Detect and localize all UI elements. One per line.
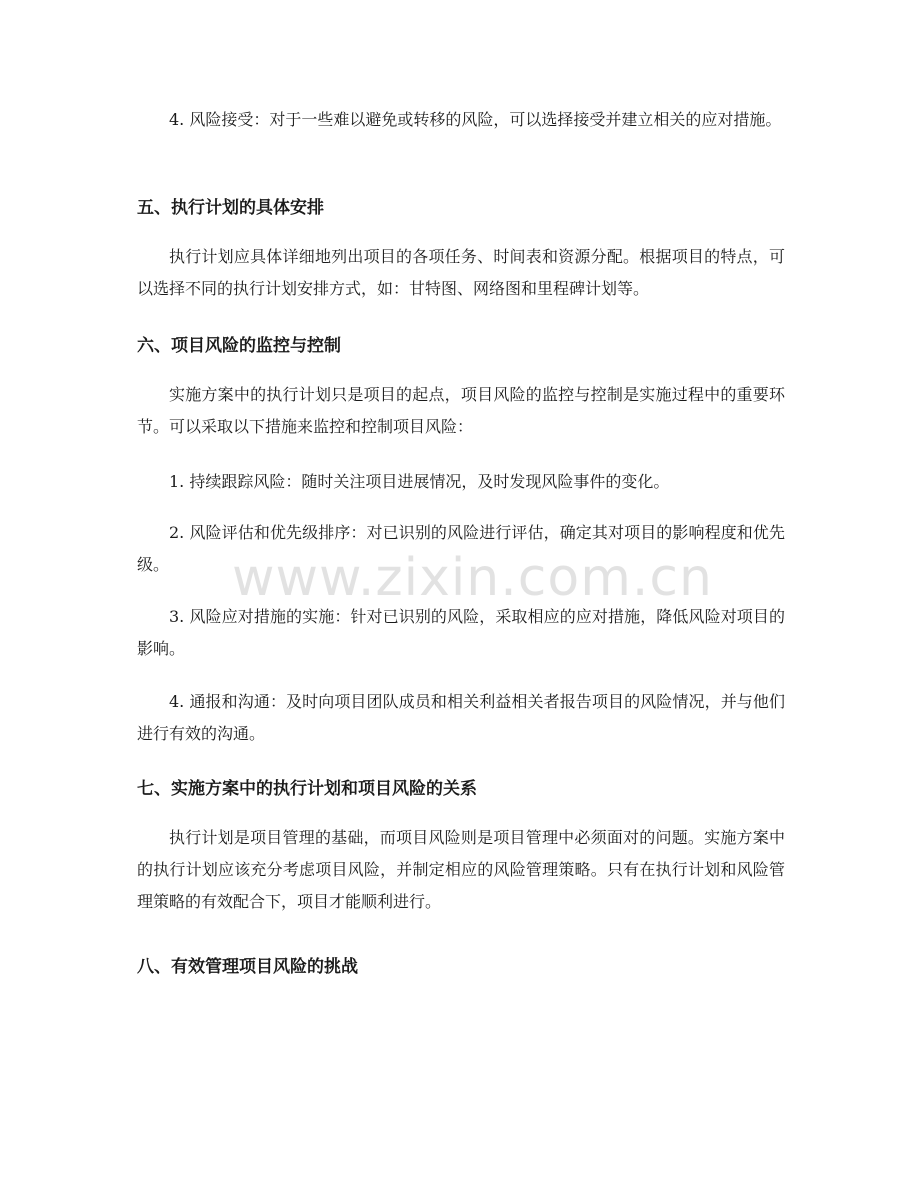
list-item-communication: 4. 通报和沟通：及时向项目团队成员和相关利益相关者报告项目的风险情况，并与他们进行有效的沟通。	[137, 692, 785, 743]
section-heading-6: 六、项目风险的监控与控制	[137, 336, 341, 356]
section-heading-7: 七、实施方案中的执行计划和项目风险的关系	[137, 779, 477, 799]
list-item-risk-assessment: 2. 风险评估和优先级排序：对已识别的风险进行评估，确定其对项目的影响程度和优先级。	[137, 523, 785, 574]
section-heading-8: 八、有效管理项目风险的挑战	[137, 957, 358, 977]
watermark: www.zixin.com.cn	[232, 548, 713, 608]
list-item-response-measures: 3. 风险应对措施的实施：针对已识别的风险，采取相应的应对措施，降低风险对项目的影响。	[137, 607, 785, 658]
list-item-risk-acceptance: 4. 风险接受：对于一些难以避免或转移的风险，可以选择接受并建立相关的应对措施。	[169, 110, 782, 129]
list-item-continuous-tracking: 1. 持续跟踪风险：随时关注项目进展情况，及时发现风险事件的变化。	[169, 472, 670, 491]
section-7-paragraph: 执行计划是项目管理的基础，而项目风险则是项目管理中必须面对的问题。实施方案中的执行计划应该充分考虑项目风险，并制定相应的风险管理策略。只有在执行计划和风险管理策略的有效配合下，项目才能顺利进行。	[137, 828, 785, 911]
section-heading-5: 五、执行计划的具体安排	[137, 198, 324, 218]
section-5-paragraph: 执行计划应具体详细地列出项目的各项任务、时间表和资源分配。根据项目的特点，可以选择不同的执行计划安排方式，如：甘特图、网络图和里程碑计划等。	[137, 247, 785, 298]
section-6-paragraph: 实施方案中的执行计划只是项目的起点，项目风险的监控与控制是实施过程中的重要环节。可以采取以下措施来监控和控制项目风险：	[137, 385, 785, 436]
